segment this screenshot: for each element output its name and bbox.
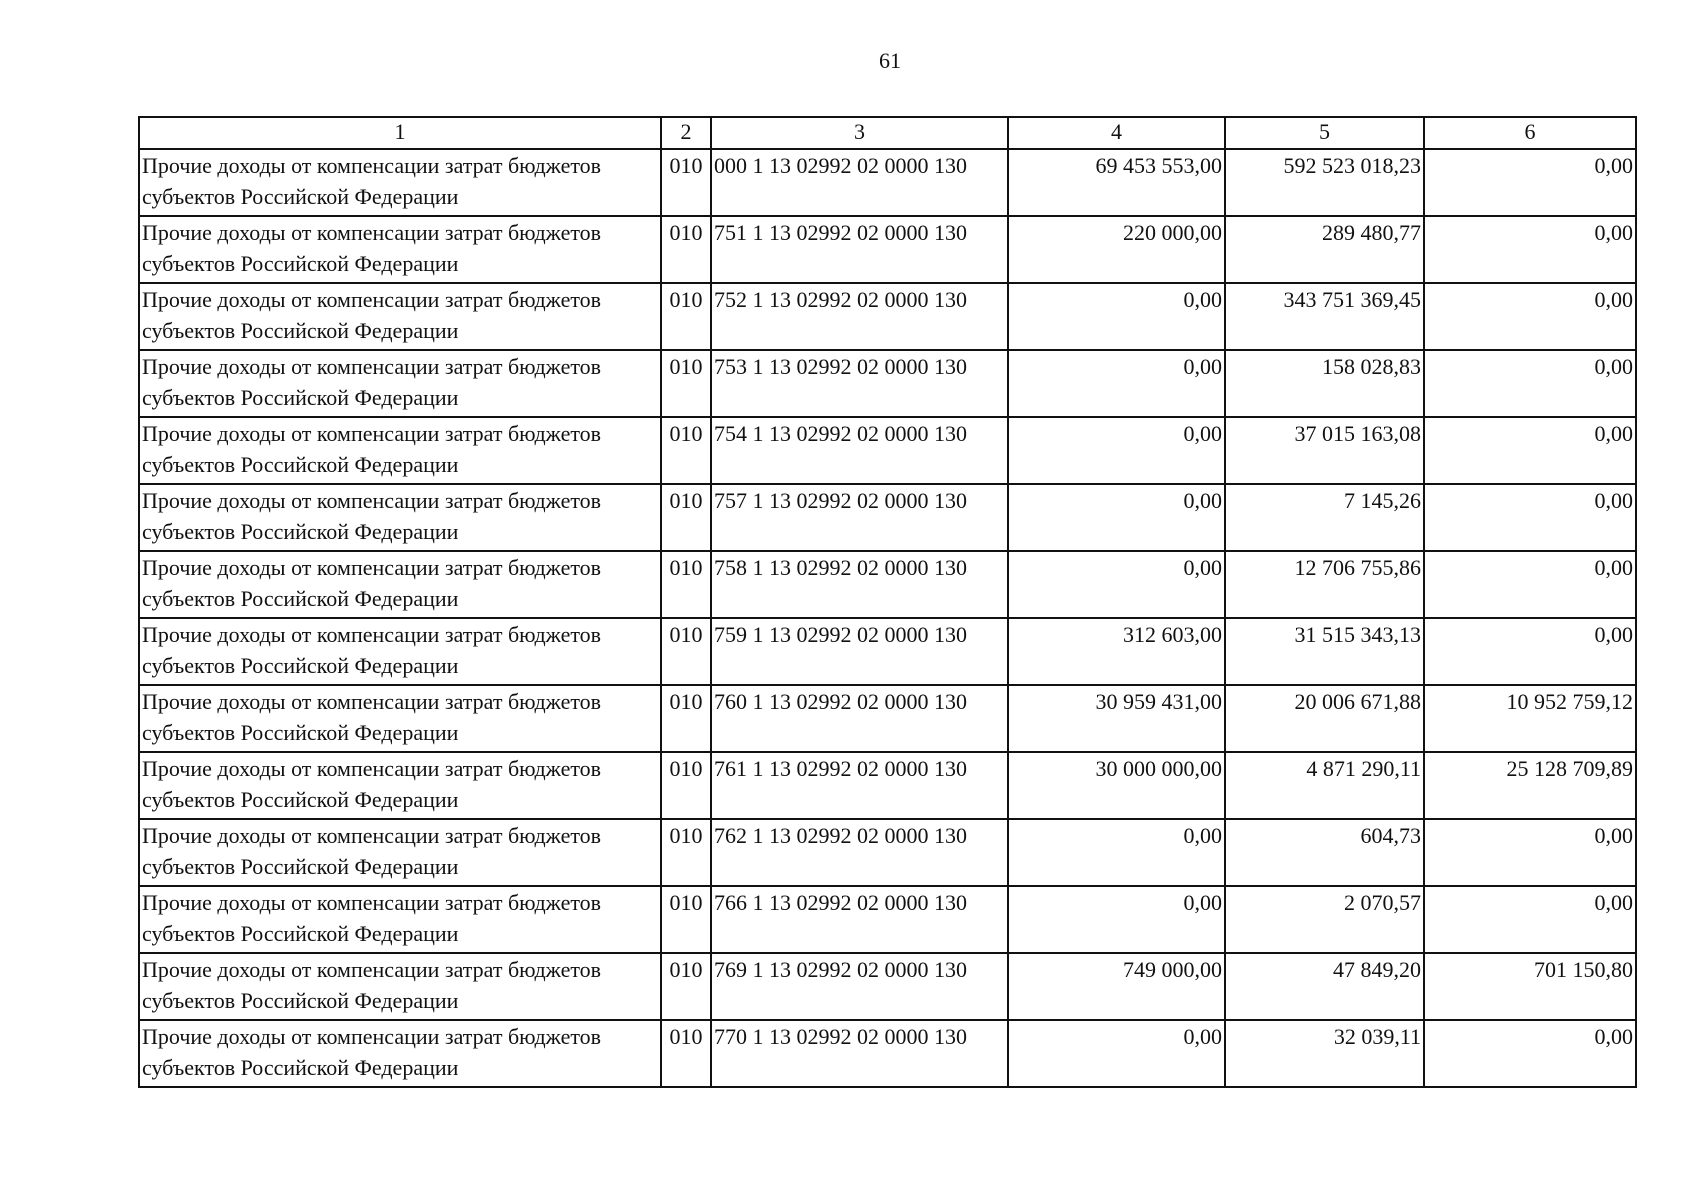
row-description: Прочие доходы от компенсации затрат бюджетов субъектов Российской Федерации: [139, 551, 661, 618]
row-value-col6: 0,00: [1424, 350, 1636, 417]
row-value-col4: 0,00: [1008, 484, 1225, 551]
row-code: 010: [661, 953, 711, 1020]
row-value-col4: 749 000,00: [1008, 953, 1225, 1020]
row-value-col6: 0,00: [1424, 216, 1636, 283]
row-value-col6: 10 952 759,12: [1424, 685, 1636, 752]
table-header-row: [139, 117, 1636, 149]
row-value-col4: 0,00: [1008, 350, 1225, 417]
row-value-col5: 158 028,83: [1225, 350, 1424, 417]
column-header: 3: [711, 117, 1008, 149]
row-value-col6: 0,00: [1424, 417, 1636, 484]
table-row: [139, 484, 1636, 551]
row-value-col6: 701 150,80: [1424, 953, 1636, 1020]
column-header: 1: [139, 117, 661, 149]
row-code: 010: [661, 685, 711, 752]
row-value-col4: 312 603,00: [1008, 618, 1225, 685]
row-value-col5: 592 523 018,23: [1225, 149, 1424, 216]
table-row: [139, 417, 1636, 484]
row-budget-classification-code: 758 1 13 02992 02 0000 130: [711, 551, 1008, 618]
row-value-col5: 12 706 755,86: [1225, 551, 1424, 618]
row-value-col4: 30 959 431,00: [1008, 685, 1225, 752]
table-row: [139, 350, 1636, 417]
row-value-col4: 0,00: [1008, 283, 1225, 350]
table-row: [139, 953, 1636, 1020]
table-row: [139, 283, 1636, 350]
table-row: [139, 149, 1636, 216]
column-header: 6: [1424, 117, 1636, 149]
page-number: 61: [879, 48, 901, 73]
row-value-col5: 32 039,11: [1225, 1020, 1424, 1087]
row-budget-classification-code: 751 1 13 02992 02 0000 130: [711, 216, 1008, 283]
row-code: 010: [661, 618, 711, 685]
row-value-col4: 30 000 000,00: [1008, 752, 1225, 819]
row-code: 010: [661, 484, 711, 551]
row-description: Прочие доходы от компенсации затрат бюджетов субъектов Российской Федерации: [139, 618, 661, 685]
row-value-col4: 0,00: [1008, 886, 1225, 953]
table-row: [139, 752, 1636, 819]
row-code: 010: [661, 886, 711, 953]
row-value-col5: 20 006 671,88: [1225, 685, 1424, 752]
row-code: 010: [661, 819, 711, 886]
revenue-table: [138, 116, 1637, 1088]
row-description: Прочие доходы от компенсации затрат бюджетов субъектов Российской Федерации: [139, 216, 661, 283]
row-budget-classification-code: 770 1 13 02992 02 0000 130: [711, 1020, 1008, 1087]
row-description: Прочие доходы от компенсации затрат бюджетов субъектов Российской Федерации: [139, 752, 661, 819]
row-value-col4: 220 000,00: [1008, 216, 1225, 283]
row-description: Прочие доходы от компенсации затрат бюджетов субъектов Российской Федерации: [139, 149, 661, 216]
row-code: 010: [661, 551, 711, 618]
row-budget-classification-code: 769 1 13 02992 02 0000 130: [711, 953, 1008, 1020]
row-value-col6: 0,00: [1424, 886, 1636, 953]
column-header: 2: [661, 117, 711, 149]
row-budget-classification-code: 761 1 13 02992 02 0000 130: [711, 752, 1008, 819]
row-budget-classification-code: 766 1 13 02992 02 0000 130: [711, 886, 1008, 953]
row-description: Прочие доходы от компенсации затрат бюджетов субъектов Российской Федерации: [139, 417, 661, 484]
row-description: Прочие доходы от компенсации затрат бюджетов субъектов Российской Федерации: [139, 1020, 661, 1087]
row-value-col5: 2 070,57: [1225, 886, 1424, 953]
row-budget-classification-code: 754 1 13 02992 02 0000 130: [711, 417, 1008, 484]
table-row: [139, 216, 1636, 283]
row-description: Прочие доходы от компенсации затрат бюджетов субъектов Российской Федерации: [139, 350, 661, 417]
row-value-col6: 0,00: [1424, 1020, 1636, 1087]
row-value-col6: 0,00: [1424, 618, 1636, 685]
row-code: 010: [661, 1020, 711, 1087]
row-value-col4: 0,00: [1008, 819, 1225, 886]
row-value-col5: 343 751 369,45: [1225, 283, 1424, 350]
row-code: 010: [661, 216, 711, 283]
table-row: [139, 1020, 1636, 1087]
row-description: Прочие доходы от компенсации затрат бюджетов субъектов Российской Федерации: [139, 484, 661, 551]
row-description: Прочие доходы от компенсации затрат бюджетов субъектов Российской Федерации: [139, 953, 661, 1020]
column-header: 5: [1225, 117, 1424, 149]
table-row: [139, 886, 1636, 953]
row-value-col6: 0,00: [1424, 819, 1636, 886]
row-budget-classification-code: 759 1 13 02992 02 0000 130: [711, 618, 1008, 685]
row-description: Прочие доходы от компенсации затрат бюджетов субъектов Российской Федерации: [139, 819, 661, 886]
row-value-col5: 47 849,20: [1225, 953, 1424, 1020]
row-value-col5: 4 871 290,11: [1225, 752, 1424, 819]
row-budget-classification-code: 760 1 13 02992 02 0000 130: [711, 685, 1008, 752]
row-value-col5: 289 480,77: [1225, 216, 1424, 283]
row-value-col6: 0,00: [1424, 551, 1636, 618]
row-budget-classification-code: 000 1 13 02992 02 0000 130: [711, 149, 1008, 216]
row-value-col5: 31 515 343,13: [1225, 618, 1424, 685]
table-row: [139, 618, 1636, 685]
row-code: 010: [661, 350, 711, 417]
row-value-col4: 0,00: [1008, 417, 1225, 484]
table-row: [139, 551, 1636, 618]
table-row: [139, 685, 1636, 752]
row-value-col6: 0,00: [1424, 283, 1636, 350]
row-budget-classification-code: 757 1 13 02992 02 0000 130: [711, 484, 1008, 551]
row-value-col4: 69 453 553,00: [1008, 149, 1225, 216]
row-description: Прочие доходы от компенсации затрат бюджетов субъектов Российской Федерации: [139, 685, 661, 752]
row-value-col5: 7 145,26: [1225, 484, 1424, 551]
table-row: [139, 819, 1636, 886]
row-value-col6: 0,00: [1424, 484, 1636, 551]
row-value-col5: 604,73: [1225, 819, 1424, 886]
row-code: 010: [661, 283, 711, 350]
column-header: 4: [1008, 117, 1225, 149]
row-budget-classification-code: 752 1 13 02992 02 0000 130: [711, 283, 1008, 350]
row-code: 010: [661, 149, 711, 216]
row-code: 010: [661, 752, 711, 819]
row-value-col4: 0,00: [1008, 1020, 1225, 1087]
row-budget-classification-code: 762 1 13 02992 02 0000 130: [711, 819, 1008, 886]
row-description: Прочие доходы от компенсации затрат бюджетов субъектов Российской Федерации: [139, 886, 661, 953]
row-code: 010: [661, 417, 711, 484]
row-value-col6: 25 128 709,89: [1424, 752, 1636, 819]
row-value-col4: 0,00: [1008, 551, 1225, 618]
row-value-col6: 0,00: [1424, 149, 1636, 216]
row-budget-classification-code: 753 1 13 02992 02 0000 130: [711, 350, 1008, 417]
row-description: Прочие доходы от компенсации затрат бюджетов субъектов Российской Федерации: [139, 283, 661, 350]
row-value-col5: 37 015 163,08: [1225, 417, 1424, 484]
